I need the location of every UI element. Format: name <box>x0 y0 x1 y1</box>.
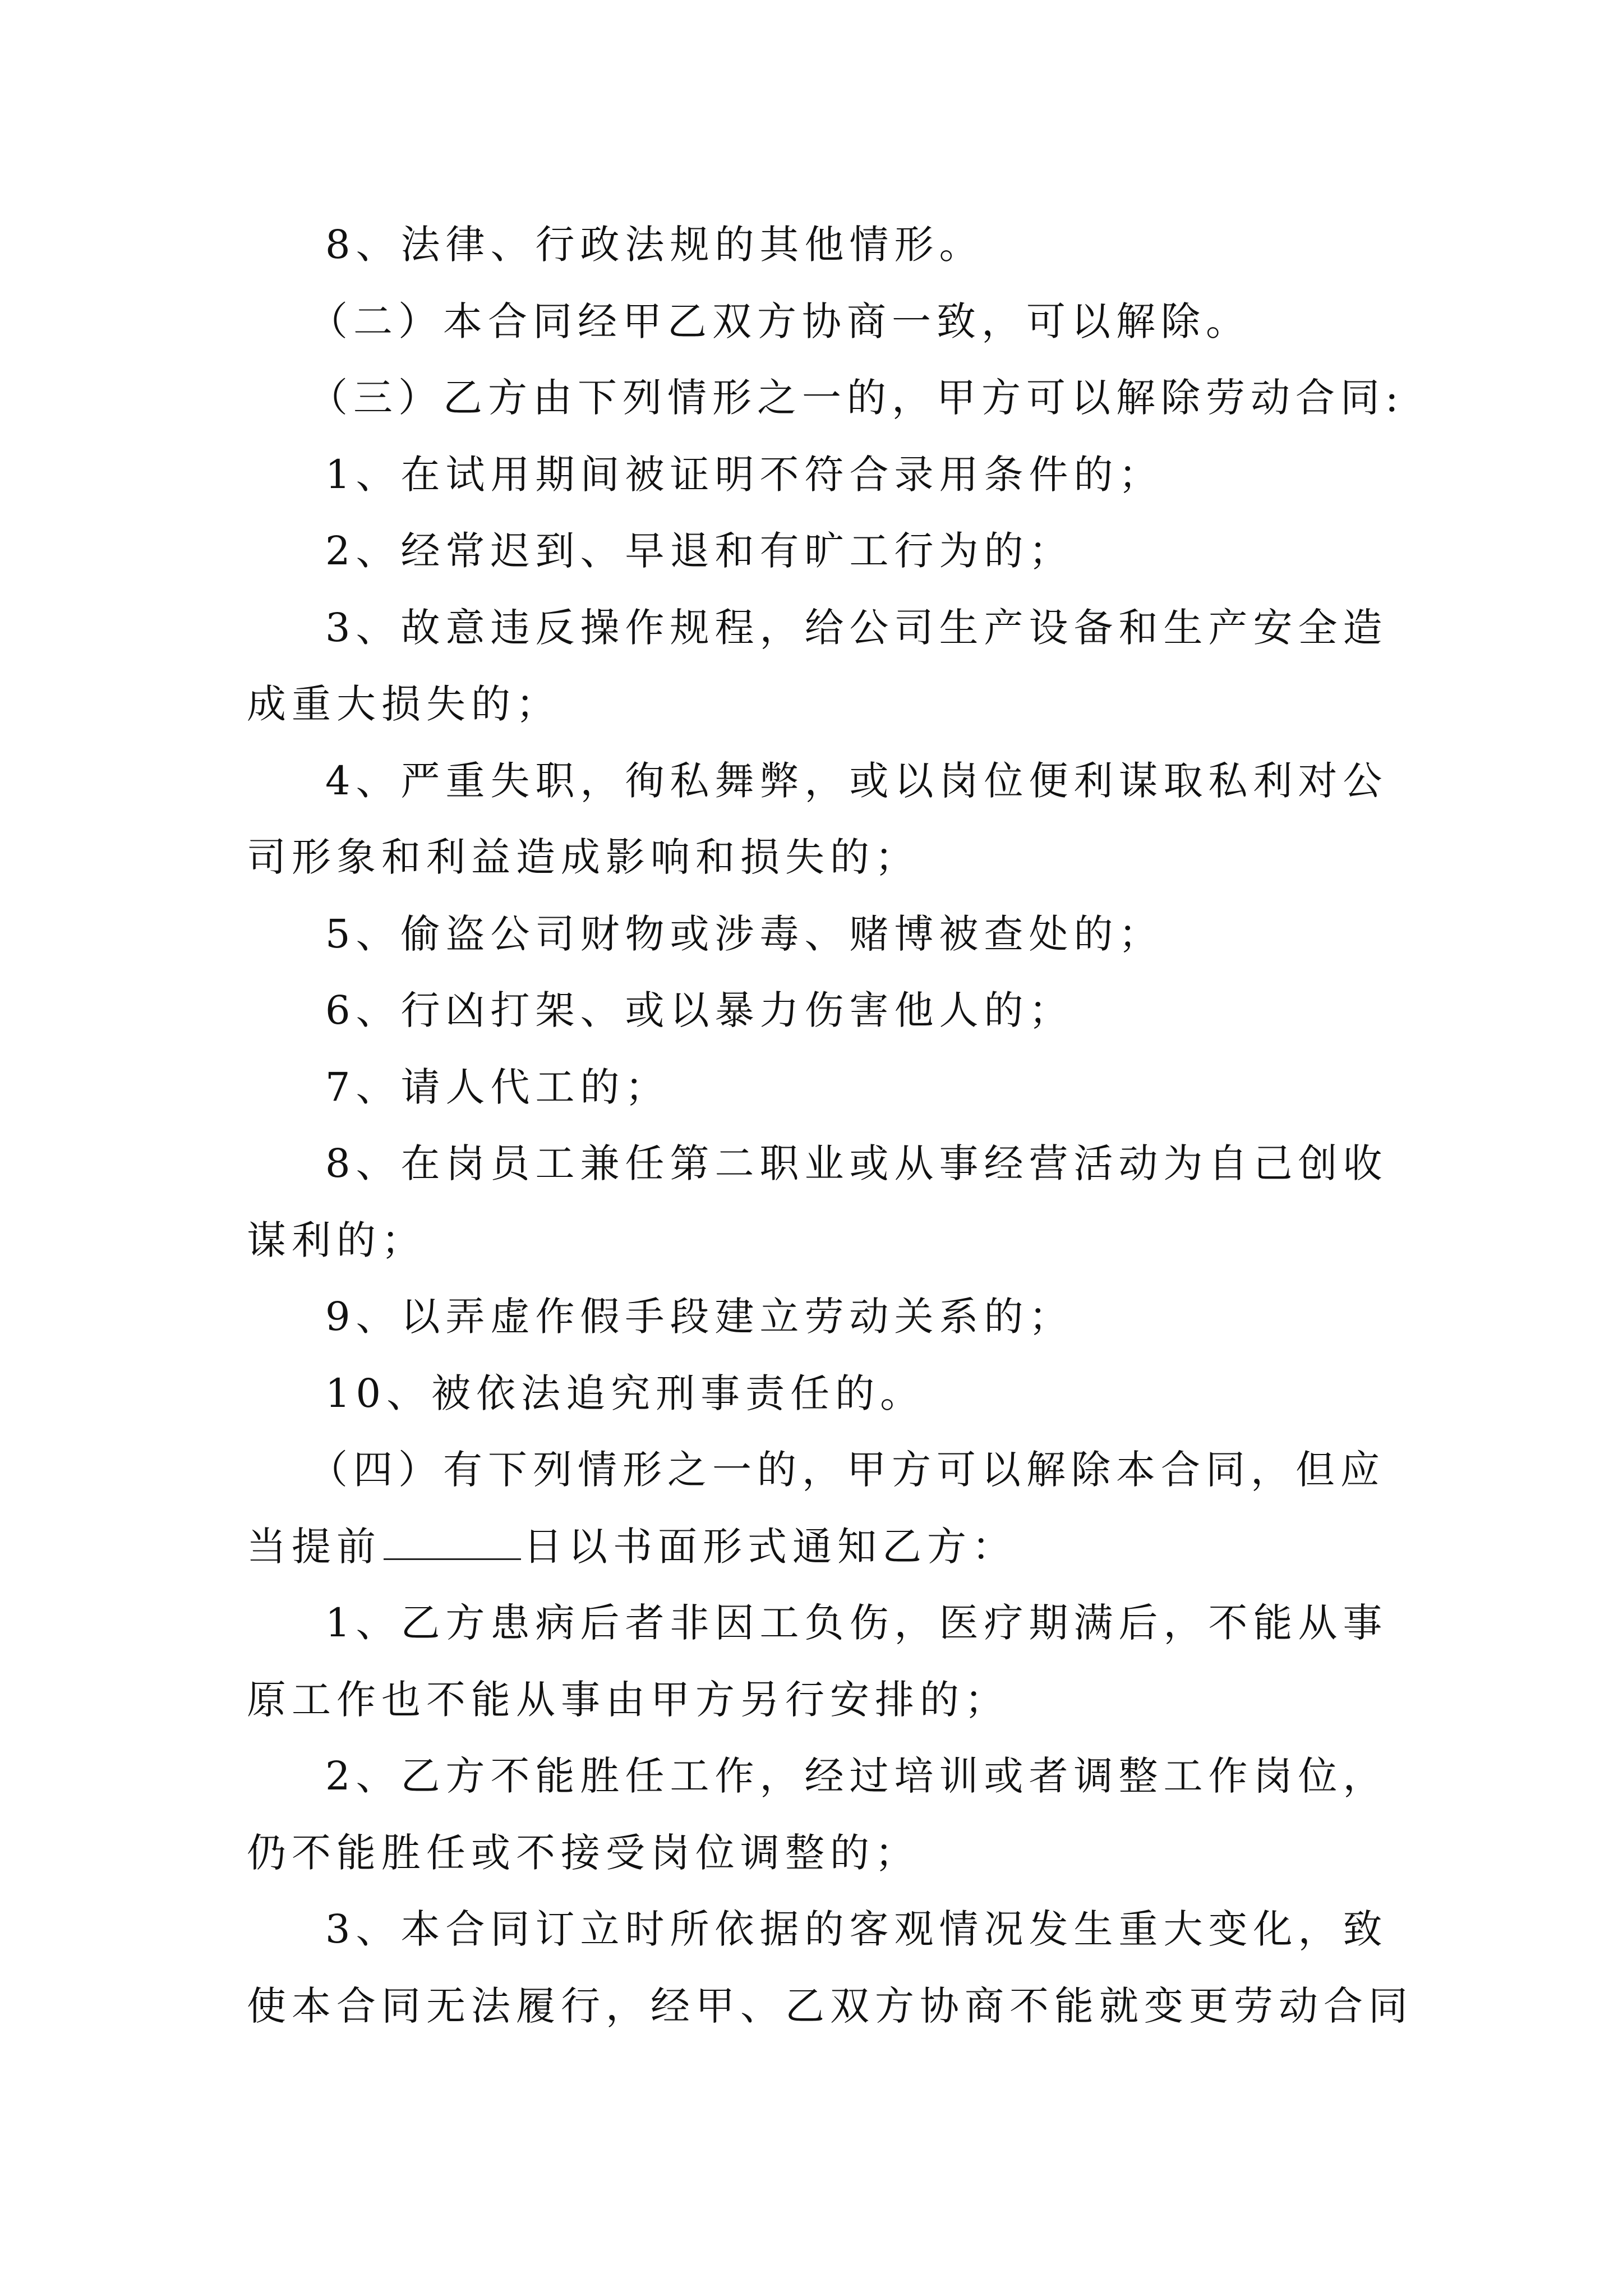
list-item: 3、故意违反操作规程，给公司生产设备和生产安全造 <box>325 604 1388 651</box>
list-item: 1、乙方患病后者非因工负伤，医疗期满后，不能从事 <box>325 1600 1388 1646</box>
list-item: 3、本合同订立时所依据的客观情况发生重大变化，致 <box>325 1906 1388 1952</box>
list-item-continuation: 谋利的； <box>247 1217 426 1263</box>
list-item: 10、被依法追究刑事责任的。 <box>325 1370 925 1416</box>
notice-text-before: 当提前 <box>247 1523 381 1570</box>
notice-line <box>247 1508 1385 1585</box>
list-item: 2、乙方不能胜任工作，经过培训或者调整工作岗位， <box>325 1753 1388 1799</box>
paragraph-line: （三）乙方由下列情形之一的，甲方可以解除劳动合同: <box>308 375 1404 421</box>
list-item: 1、在试用期间被证明不符合录用条件的； <box>325 451 1164 498</box>
paragraph-line: 8、法律、行政法规的其他情形。 <box>325 222 984 268</box>
notice-text-after: 日以书面形式通知乙方： <box>523 1523 1017 1570</box>
paragraph-line: （四）有下列情形之一的，甲方可以解除本合同，但应 <box>308 1447 1385 1493</box>
list-item: 9、以弄虚作假手段建立劳动关系的； <box>325 1294 1074 1340</box>
list-item-continuation: 仍不能胜任或不接受岗位调整的； <box>247 1829 920 1876</box>
list-item: 6、行凶打架、或以暴力伤害他人的； <box>325 987 1074 1033</box>
list-item: 7、请人代工的； <box>325 1064 670 1110</box>
list-item: 8、在岗员工兼任第二职业或从事经营活动为自己创收 <box>325 1140 1388 1186</box>
list-item: 2、经常迟到、早退和有旷工行为的； <box>325 528 1074 574</box>
list-item-continuation: 成重大损失的； <box>247 681 561 727</box>
list-item-continuation: 原工作也不能从事由甲方另行安排的； <box>247 1676 1009 1723</box>
list-item-continuation: 司形象和利益造成影响和损失的； <box>247 834 920 880</box>
list-item: 5、偷盗公司财物或涉毒、赌博被查处的； <box>325 910 1164 957</box>
paragraph-line: （二）本合同经甲乙双方协商一致，可以解除。 <box>308 298 1251 344</box>
days-blank-field[interactable] <box>384 1527 521 1560</box>
list-item: 4、严重失职，徇私舞弊，或以岗位便利谋取私利对公 <box>325 757 1388 804</box>
list-item-continuation: 使本合同无法履行，经甲、乙双方协商不能就变更劳动合同 <box>247 1982 1413 2029</box>
document-page <box>247 206 1413 2044</box>
